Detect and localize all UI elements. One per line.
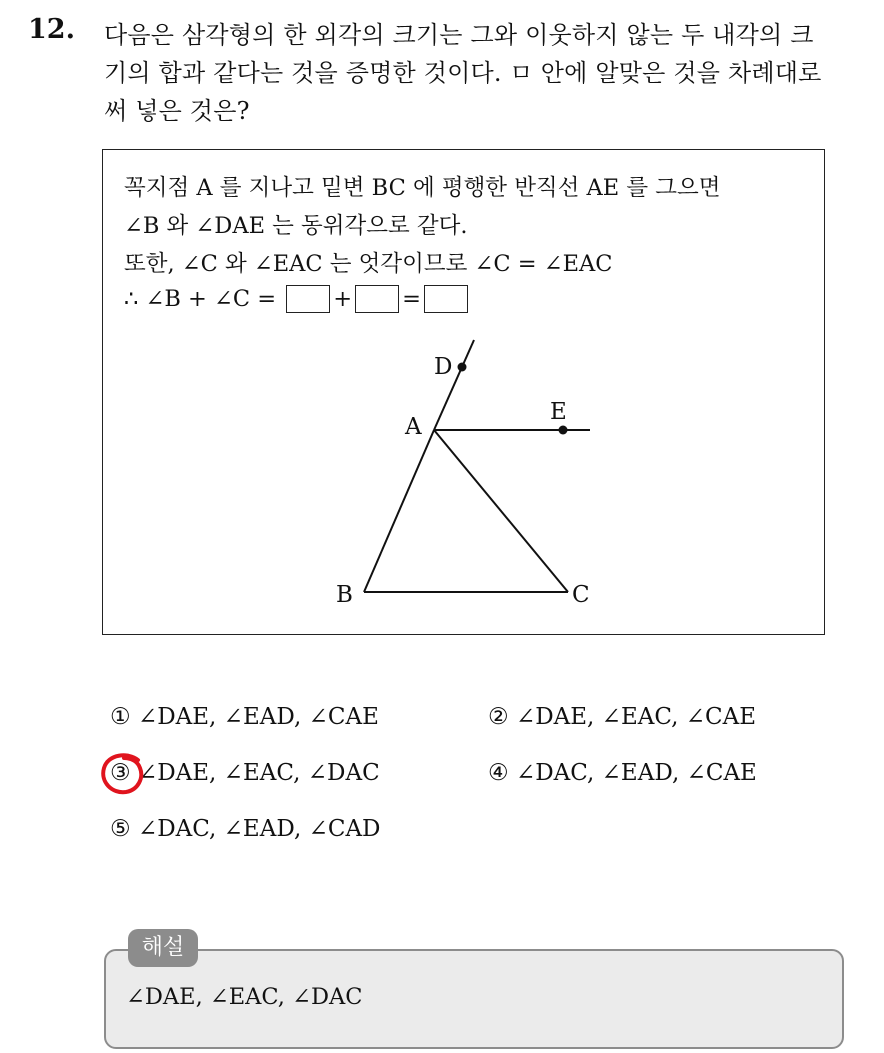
choice-3-marker: ③ [110,760,131,786]
choice-2-text: ∠DAE, ∠EAC, ∠CAE [515,704,757,730]
choice-5-text: ∠DAC, ∠EAD, ∠CAD [137,816,381,842]
point-e [559,426,568,435]
proof-line-2: ∠B 와 ∠DAE 는 동위각으로 같다. [124,213,468,239]
label-a: A [405,414,422,440]
plus-sign: + [333,286,353,312]
label-c: C [572,582,590,608]
solution-label: 해설 [128,929,198,967]
answer-circle-stroke [103,755,141,792]
question-text-line-1: 다음은 삼각형의 한 외각의 크기는 그와 이웃하지 않는 두 내각의 크 [104,21,814,49]
choice-1[interactable] [110,704,379,730]
choice-1-text: ∠DAE, ∠EAD, ∠CAE [137,704,379,730]
equals-sign: = [402,286,421,312]
choice-2-marker: ② [488,704,509,730]
choice-4-marker: ④ [488,760,509,786]
choice-5-marker: ⑤ [110,816,131,842]
choice-4-text: ∠DAC, ∠EAD, ∠CAE [515,760,757,786]
label-b: B [336,582,353,608]
question-text-line-3: 써 넣은 것은? [104,97,250,125]
conclusion-prefix: ∴ ∠B + ∠C = [124,286,277,312]
choice-3-text: ∠DAE, ∠EAC, ∠DAC [137,760,380,786]
label-e: E [550,399,567,425]
choice-1-marker: ① [110,704,131,730]
answer-circle-mark [98,750,152,798]
segment-ac [434,430,568,592]
point-d [458,363,467,372]
segment-ab [364,430,434,592]
label-d: D [434,354,453,380]
proof-line-3: 또한, ∠C 와 ∠EAC 는 엇각이므로 ∠C = ∠EAC [124,251,613,277]
choice-4[interactable] [488,760,757,786]
choice-2[interactable] [488,704,756,730]
choice-5[interactable] [110,816,381,842]
question-number: 12. [28,14,75,45]
question-text-line-2: 기의 합과 같다는 것을 증명한 것이다. ㅁ 안에 알맞은 것을 차례대로 [104,59,822,87]
solution-text: ∠DAE, ∠EAC, ∠DAC [126,984,363,1010]
proof-line-1: 꼭지점 A 를 지나고 밑변 BC 에 평행한 반직선 AE 를 그으면 [124,175,721,201]
